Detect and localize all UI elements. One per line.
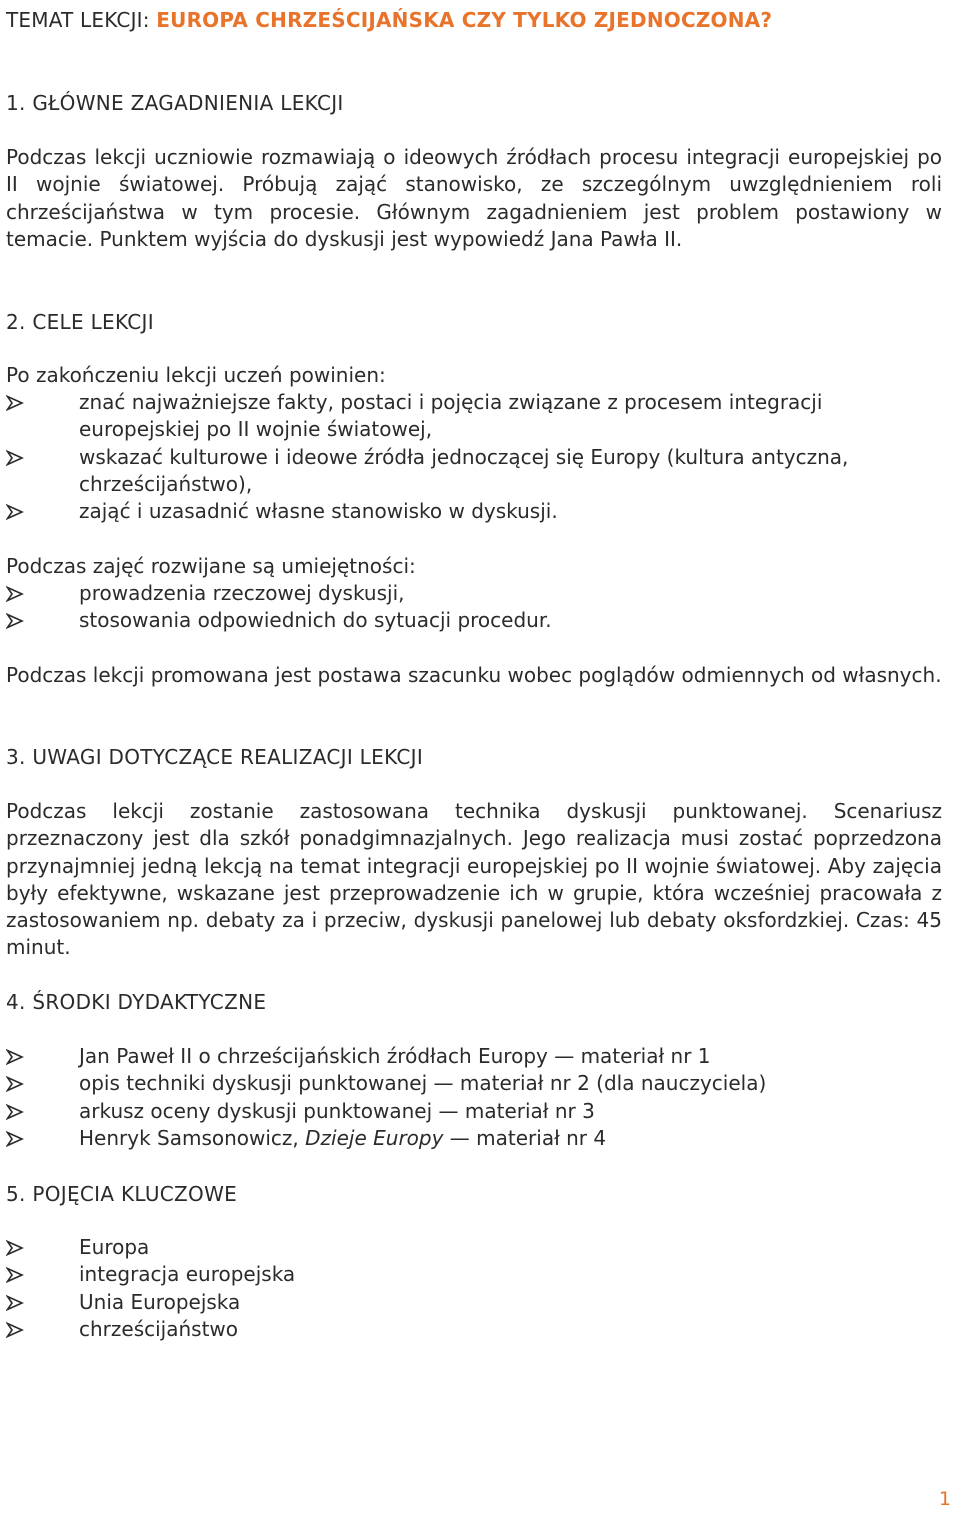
list-item	[6, 1234, 942, 1261]
list-item	[6, 1098, 942, 1125]
arrow-bullet-icon	[6, 1289, 28, 1316]
materials-list	[6, 1043, 942, 1152]
list-item	[6, 1043, 942, 1070]
material-text: arkusz oceny dyskusji punktowanej — materiał nr 3	[79, 1098, 595, 1123]
arrow-bullet-icon	[6, 444, 28, 471]
arrow-bullet-icon	[6, 498, 28, 525]
page-number: 1	[938, 1488, 951, 1510]
list-item	[6, 1289, 942, 1316]
list-item	[6, 1125, 942, 1152]
section-2-heading: 2. CELE LEKCJI	[6, 310, 154, 334]
material-book-title: Dzieje Europy	[305, 1125, 444, 1150]
arrow-bullet-icon	[6, 1261, 28, 1288]
lesson-title-prefix: TEMAT LEKCJI:	[6, 8, 157, 32]
arrow-bullet-icon	[6, 1234, 28, 1261]
goals-list	[6, 389, 942, 525]
arrow-bullet-icon	[6, 580, 28, 607]
skills-list	[6, 580, 942, 635]
arrow-bullet-icon	[6, 1043, 28, 1070]
concept-text: integracja europejska	[79, 1262, 296, 1287]
section-1-heading: 1. GŁÓWNE ZAGADNIENIA LEKCJI	[6, 91, 344, 115]
arrow-bullet-icon	[6, 1125, 28, 1152]
goal-text: wskazać kulturowe i ideowe źródła jednoczącej się Europy (kultura antyczna, chrześcijaństwo),	[79, 444, 849, 496]
goal-text: zająć i uzasadnić własne stanowisko w dyskusji.	[79, 499, 558, 524]
section-1-text: Podczas lekcji uczniowie rozmawiają o ideowych źródłach procesu integracji europejskiej po II wojnie światowej. Próbują zająć stanowisko, ze szczególnym uwzględnieniem roli chrześcijaństwa w tym procesie. Głównym zagadnieniem jest problem postawiony w temacie. Punktem wyjścia do dyskusji jest wypowiedź Jana Pawła II.	[6, 145, 942, 251]
list-item	[6, 498, 942, 525]
arrow-bullet-icon	[6, 1070, 28, 1097]
material-author: Henryk Samsonowicz,	[79, 1125, 306, 1150]
list-item	[6, 580, 942, 607]
list-item	[6, 607, 942, 634]
concept-text: chrześcijaństwo	[79, 1316, 239, 1341]
arrow-bullet-icon	[6, 607, 28, 634]
concept-text: Europa	[79, 1235, 150, 1259]
skill-text: prowadzenia rzeczowej dyskusji,	[79, 581, 405, 605]
goals-intro: Po zakończeniu lekcji uczeń powinien:	[6, 363, 386, 387]
attitude-text: Podczas lekcji promowana jest postawa szacunku wobec poglądów odmiennych od własnych.	[6, 663, 942, 687]
lesson-title-topic: EUROPA CHRZEŚCIJAŃSKA CZY TYLKO ZJEDNOCZONA?	[156, 8, 773, 32]
skill-text: stosowania odpowiednich do sytuacji procedur.	[79, 608, 552, 633]
key-concepts-list	[6, 1234, 942, 1343]
arrow-bullet-icon	[6, 1098, 28, 1125]
goal-text: znać najważniejsze fakty, postaci i pojęcia związane z procesem integracji europejskiej po II wojnie światowej,	[79, 390, 823, 442]
list-item	[6, 1070, 942, 1097]
section-3-text: Podczas lekcji zostanie zastosowana technika dyskusji punktowanej. Scenariusz przeznaczony jest dla szkół ponadgimnazjalnych. Jego realizacja musi zostać poprzedzona przynajmniej jedną lekcją na temat integracji europejskiej po II wojnie światowej. Aby zajęcia były efektywne, wskazane jest przeprowadzenie ich w grupie, która wcześniej pracowała z zastosowaniem np. debaty za i przeciw, dyskusji panelowej lub debaty oksfordzkiej. Czas: 45 minut.	[6, 799, 942, 960]
material-text: opis techniki dyskusji punktowanej — materiał nr 2 (dla nauczyciela)	[79, 1071, 767, 1096]
list-item	[6, 444, 942, 499]
material-text: Jan Paweł II o chrześcijańskich źródłach Europy — materiał nr 1	[79, 1044, 711, 1068]
concept-text: Unia Europejska	[79, 1289, 241, 1314]
skills-intro: Podczas zajęć rozwijane są umiejętności:	[6, 554, 416, 578]
section-3-heading: 3. UWAGI DOTYCZĄCE REALIZACJI LEKCJI	[6, 745, 424, 769]
section-5-heading: 5. POJĘCIA KLUCZOWE	[6, 1182, 238, 1206]
material-suffix: — materiał nr 4	[443, 1125, 607, 1150]
section-4-heading: 4. ŚRODKI DYDAKTYCZNE	[6, 990, 267, 1014]
lesson-title	[6, 6, 772, 34]
arrow-bullet-icon	[6, 1316, 28, 1343]
list-item	[6, 1261, 942, 1288]
arrow-bullet-icon	[6, 389, 28, 416]
list-item	[6, 1316, 942, 1343]
list-item	[6, 389, 942, 444]
